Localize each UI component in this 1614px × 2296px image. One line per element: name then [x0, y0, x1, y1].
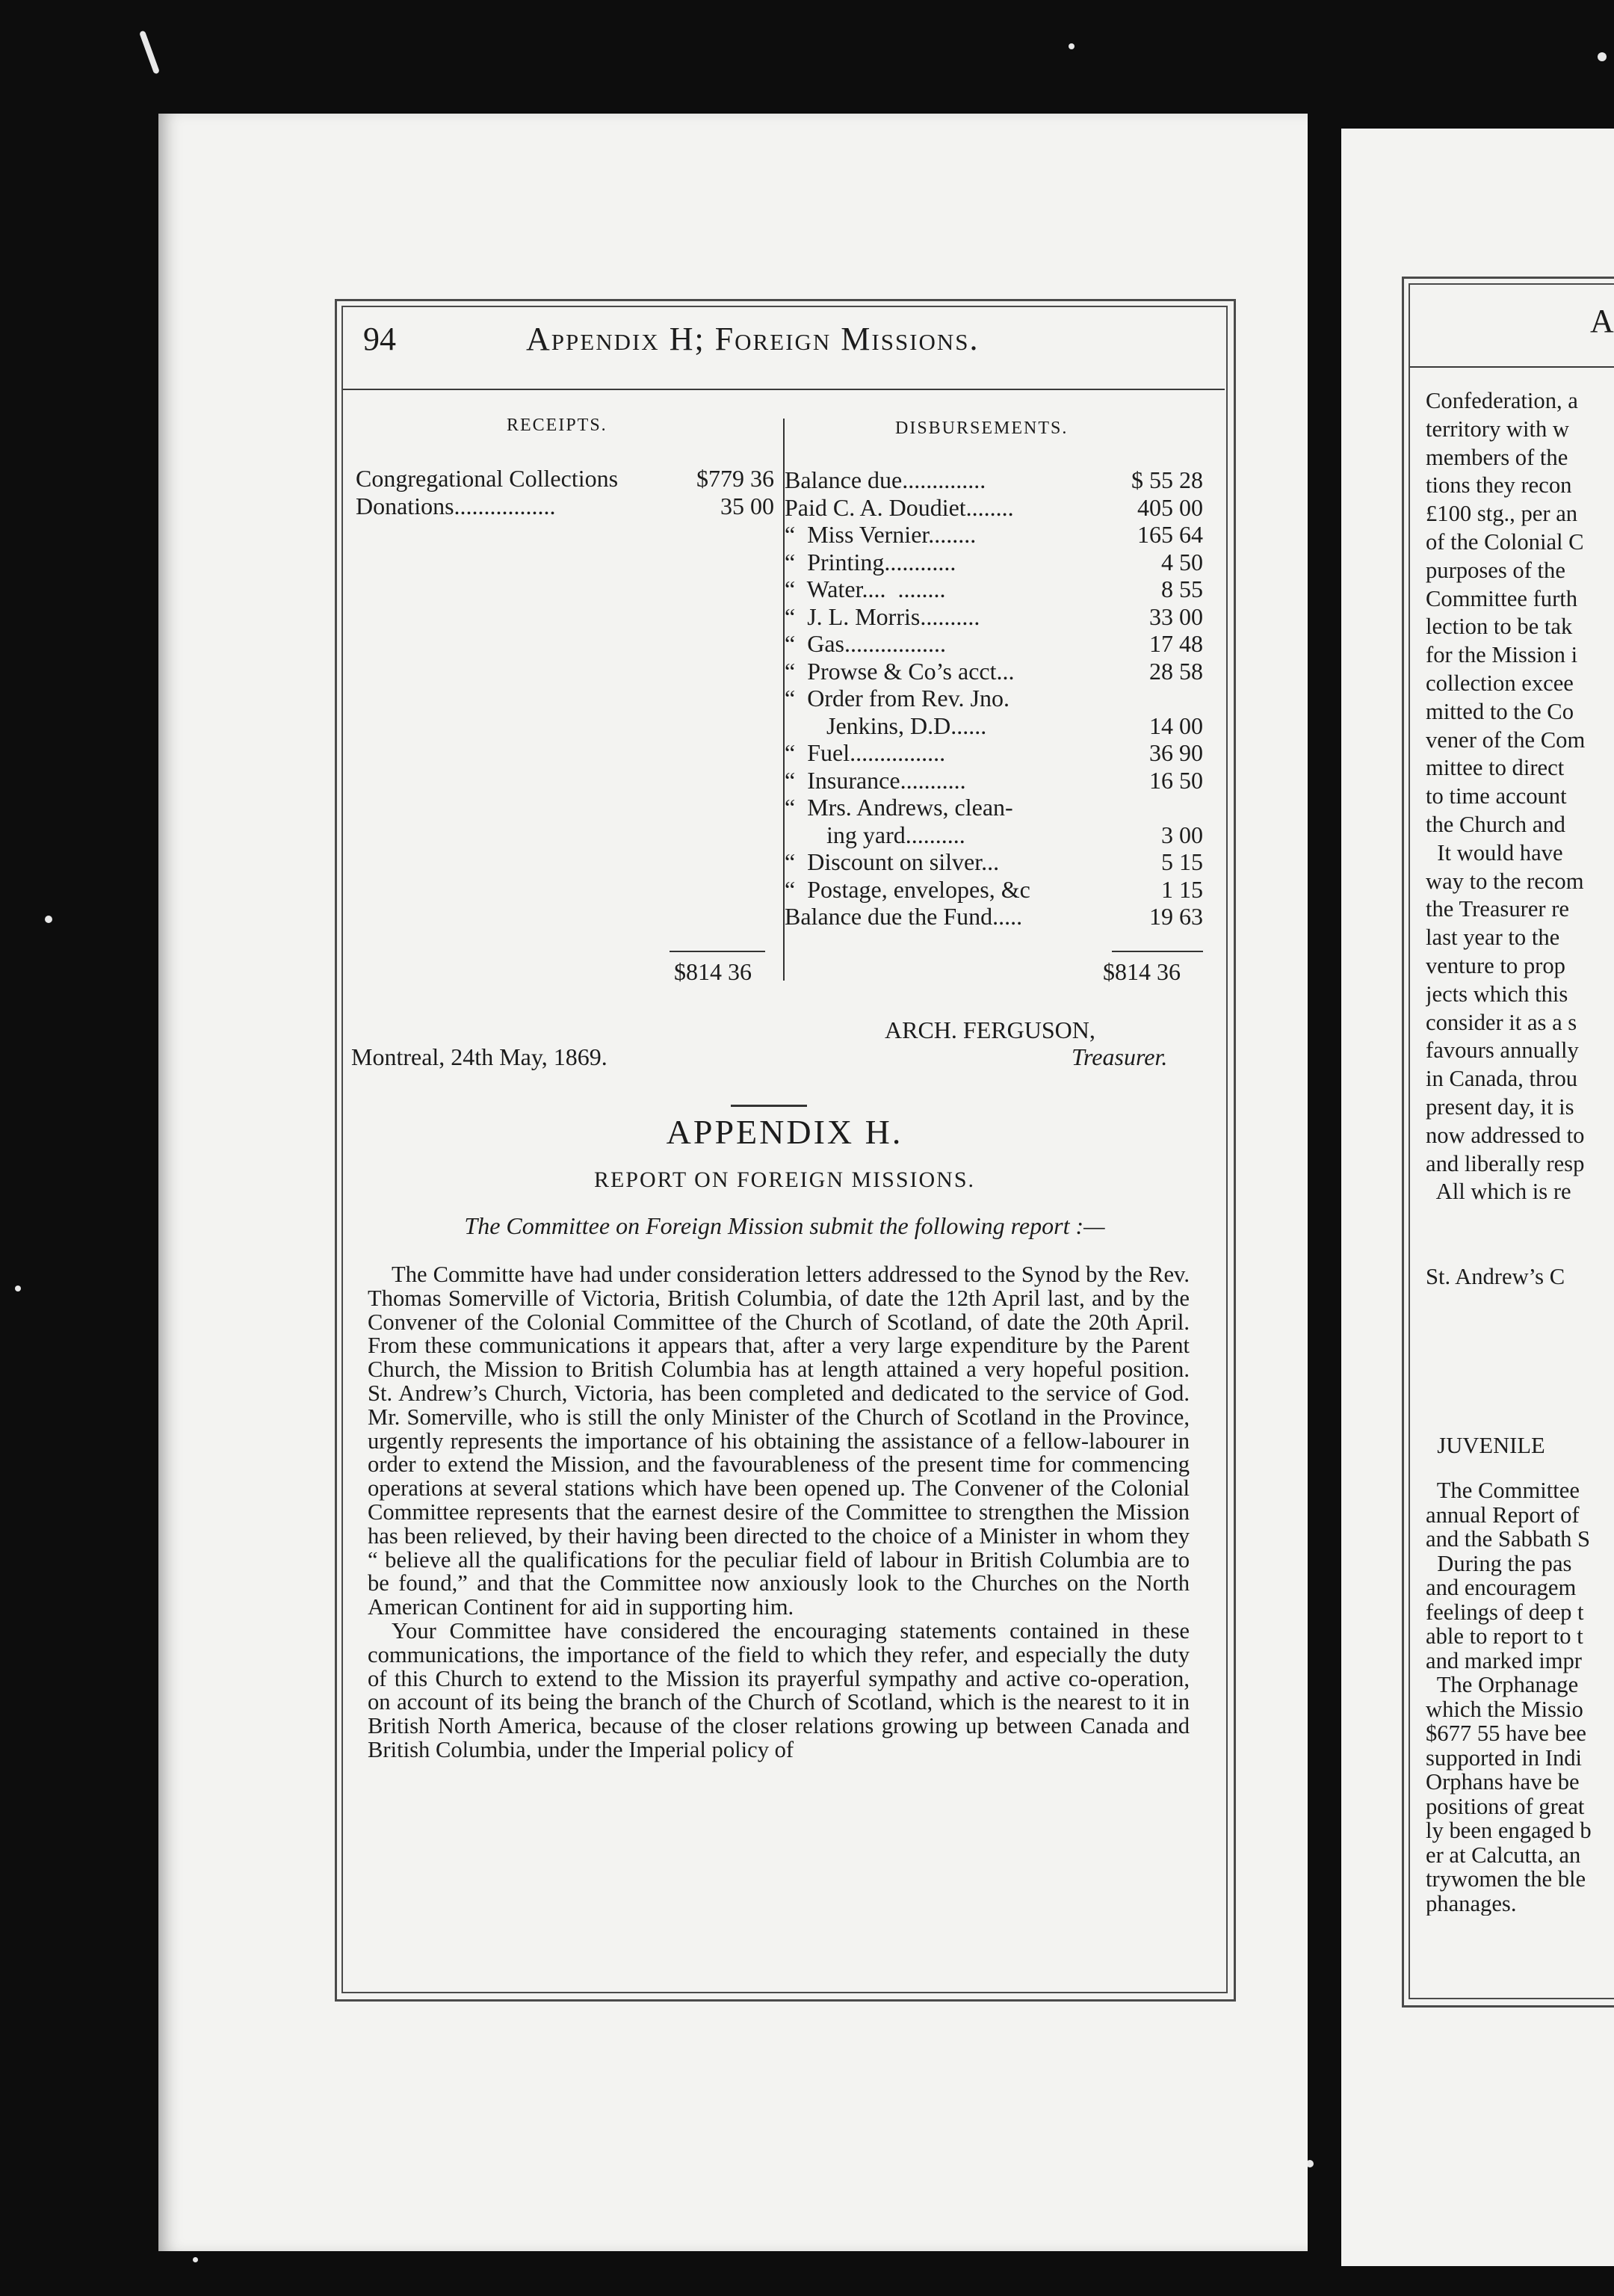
right-page-line: It would have: [1426, 839, 1563, 865]
disbursement-label: “ Mrs. Andrews, clean-: [785, 794, 1013, 821]
disbursement-amount: 165 64: [1137, 521, 1203, 548]
disbursement-amount: 1 15: [1161, 875, 1203, 903]
disbursement-label: “ Insurance...........: [785, 766, 966, 794]
disbursement-label: Paid C. A. Doudiet........: [785, 493, 1014, 521]
right-page-line: JUVENILE: [1426, 1433, 1545, 1459]
appendix-subtitle: REPORT ON FOREIGN MISSIONS.: [593, 1167, 976, 1192]
running-head-title: H; Foreign Missions.: [669, 321, 980, 357]
right-page-text-bottom: [1426, 1478, 1614, 1916]
right-page-line: [1426, 1348, 1614, 1376]
speck: [193, 2257, 198, 2262]
disbursement-amount: $ 55 28: [1131, 466, 1203, 493]
right-page-line: of the Colonial C: [1426, 528, 1584, 555]
disbursement-row: [785, 494, 1203, 522]
right-page-line: [1426, 1376, 1614, 1404]
report-paragraph: Your Committee have considered the encouraging statements contained in these communications, the importance of the field to which they refer, and especially the duty of this Church to extend to the Mission its prayerful sympathy and active co-operation, on account of its being the branch of the Church of Scotland, which is the nearest to it in British North America, because of the closer relations growing up between Canada and British Columbia, under the Imperial policy of: [368, 1617, 1190, 1762]
disbursement-row: [785, 903, 1203, 931]
right-page-line: and encouragem: [1426, 1575, 1577, 1600]
disbursement-row: [785, 549, 1203, 576]
right-page-line: venture to prop: [1426, 952, 1565, 978]
receipts-sum-rule: [670, 951, 765, 952]
disbursement-row: [785, 658, 1203, 685]
receipt-label: Donations.................: [356, 492, 556, 519]
disbursement-label: “ Discount on silver...: [785, 848, 1000, 875]
disbursement-row: [785, 630, 1203, 658]
place-date: Montreal, 24th May, 1869.: [351, 1043, 607, 1070]
speck: [1069, 43, 1075, 49]
disbursement-amount: 3 00: [1161, 821, 1203, 848]
disbursement-amount: 4 50: [1161, 548, 1203, 575]
right-page-line: which the Missio: [1426, 1696, 1583, 1722]
speck: [45, 916, 52, 923]
right-page-line: ly been engaged b: [1426, 1818, 1592, 1843]
page-number: 94: [363, 321, 396, 357]
right-page-line: purposes of the: [1426, 557, 1565, 583]
disbursement-amount: 5 15: [1161, 848, 1203, 875]
right-page-line: [1426, 1206, 1614, 1235]
right-page-line: jects which this: [1426, 981, 1568, 1007]
receipt-amount: $779 36: [696, 465, 774, 492]
right-page-line: present day, it is: [1426, 1093, 1574, 1120]
right-page-line: [1426, 1404, 1614, 1433]
disbursement-label: “ Postage, envelopes, &c: [785, 875, 1030, 903]
right-page-line: vener of the Com: [1426, 726, 1586, 753]
right-page-line: way to the recom: [1426, 868, 1584, 894]
disbursement-amount: 17 48: [1149, 630, 1203, 657]
disbursement-label: Jenkins, D.D......: [785, 712, 987, 739]
right-page-line: £100 stg., per an: [1426, 501, 1578, 527]
receipts-heading: RECEIPTS.: [507, 416, 607, 435]
right-header-rule: [1410, 366, 1614, 368]
disbursement-amount: 28 58: [1149, 657, 1203, 685]
appendix-intro: The Committee on Foreign Mission submit the following report :—: [464, 1212, 1105, 1239]
disbursement-label: ing yard..........: [785, 821, 965, 848]
right-page-line: favours annually: [1426, 1037, 1579, 1064]
speck: [139, 30, 160, 74]
right-page-line: and marked impr: [1426, 1647, 1582, 1673]
right-page-line: phanages.: [1426, 1890, 1517, 1916]
right-page-clip: [1341, 0, 1614, 2296]
right-page-line: last year to the: [1426, 925, 1560, 951]
right-page-line: supported in Indi: [1426, 1744, 1583, 1771]
disbursement-label: “ Printing............: [785, 548, 956, 575]
treasurer-role: Treasurer.: [1072, 1043, 1168, 1070]
running-head-appendix: Appendix: [526, 321, 660, 357]
disbursements-heading: DISBURSEMENTS.: [895, 419, 1069, 438]
receipt-label: Congregational Collections: [356, 465, 619, 492]
right-page-line: Committee furth: [1426, 585, 1578, 611]
disbursement-row: [785, 876, 1203, 904]
disbursement-label: Balance due the Fund.....: [785, 903, 1023, 930]
disbursement-row: [785, 821, 1203, 849]
right-page-line: All which is re: [1426, 1179, 1571, 1205]
running-head: [526, 320, 980, 358]
right-page-line: [1426, 1292, 1614, 1320]
disbursements-sum-rule: [1112, 951, 1203, 952]
disbursement-label: “ Gas.................: [785, 630, 946, 657]
receipt-row: [356, 465, 774, 493]
right-running-head: A: [1590, 303, 1614, 339]
disbursement-label: “ Water.... ........: [785, 575, 946, 602]
disbursement-row: [785, 603, 1203, 631]
right-page-line: [1426, 1235, 1614, 1263]
disbursement-row: [785, 794, 1203, 821]
right-page-line: feelings of deep t: [1426, 1599, 1584, 1625]
disbursement-row: [785, 575, 1203, 603]
disbursement-row: [785, 712, 1203, 740]
disbursement-amount: 16 50: [1149, 766, 1203, 794]
right-page-line: and liberally resp: [1426, 1150, 1585, 1176]
disbursement-label: “ Prowse & Co’s acct...: [785, 657, 1015, 685]
disbursement-label: “ J. L. Morris..........: [785, 602, 980, 630]
right-page-line: er at Calcutta, an: [1426, 1842, 1581, 1868]
right-page-line: tions they recon: [1426, 472, 1572, 499]
disbursement-row: [785, 685, 1203, 712]
disbursements-list: [785, 466, 1203, 931]
right-page-text-top: [1426, 387, 1614, 1460]
right-page-line: consider it as a s: [1426, 1009, 1577, 1035]
report-body: [368, 1263, 1190, 1762]
right-page-line: [1426, 1319, 1614, 1348]
right-page-line: St. Andrew’s C: [1426, 1263, 1565, 1289]
right-page-line: mitted to the Co: [1426, 698, 1574, 724]
disbursement-row: [785, 767, 1203, 794]
right-page-line: territory with w: [1426, 416, 1570, 442]
right-page-line: The Orphanage: [1426, 1672, 1579, 1697]
receipt-amount: 35 00: [720, 492, 774, 519]
treasurer-name: ARCH. FERGUSON,: [885, 1016, 1095, 1043]
right-page-line: collection excee: [1426, 670, 1574, 696]
right-page-line: annual Report of: [1426, 1502, 1580, 1528]
section-rule: [731, 1105, 807, 1107]
right-page-line: trywomen the ble: [1426, 1866, 1586, 1892]
disbursement-amount: 36 90: [1149, 739, 1203, 766]
disbursement-label: “ Miss Vernier........: [785, 521, 977, 548]
disbursement-row: [785, 739, 1203, 767]
right-page-line: positions of great: [1426, 1793, 1585, 1819]
right-page-line: the Treasurer re: [1426, 896, 1570, 922]
disbursement-amount: 405 00: [1137, 493, 1203, 521]
right-page-line: and the Sabbath S: [1426, 1526, 1591, 1552]
disbursement-amount: 14 00: [1149, 712, 1203, 739]
receipt-row: [356, 493, 774, 520]
right-page-line: lection to be tak: [1426, 614, 1573, 640]
disbursement-label: “ Fuel................: [785, 739, 946, 766]
disbursement-row: [785, 521, 1203, 549]
disbursements-total: $814 36: [1103, 958, 1181, 985]
right-page-line: The Committee: [1426, 1478, 1580, 1503]
receipts-list: [356, 465, 774, 519]
disbursement-row: [785, 466, 1203, 494]
right-page-line: to time account: [1426, 783, 1567, 809]
right-page-line: now addressed to: [1426, 1122, 1585, 1148]
speck: [15, 1286, 21, 1292]
right-page-line: mittee to direct: [1426, 755, 1565, 781]
disbursement-amount: 33 00: [1149, 602, 1203, 630]
appendix-title: APPENDIX H.: [666, 1113, 903, 1151]
header-rule: [343, 389, 1225, 390]
right-page-line: in Canada, throu: [1426, 1066, 1578, 1092]
right-page-line: Orphans have be: [1426, 1769, 1580, 1794]
disbursement-row: [785, 848, 1203, 876]
receipts-total: $814 36: [674, 958, 752, 985]
disbursement-label: “ Order from Rev. Jno.: [785, 685, 1009, 712]
right-page-line: $677 55 have bee: [1426, 1721, 1586, 1746]
right-page-line: members of the: [1426, 444, 1568, 470]
disbursement-label: Balance due..............: [785, 466, 986, 493]
right-page-line: the Church and: [1426, 811, 1565, 837]
right-page-line: Confederation, a: [1426, 388, 1578, 413]
right-page-line: able to report to t: [1426, 1623, 1583, 1649]
right-page-line: for the Mission i: [1426, 642, 1578, 668]
right-page-line: During the pas: [1426, 1550, 1572, 1576]
disbursement-amount: 8 55: [1161, 575, 1203, 602]
disbursement-amount: 19 63: [1149, 903, 1203, 930]
report-paragraph: The Committe have had under consideration letters addressed to the Synod by the Rev. Thomas Somerville of Victoria, British Columbia, of date the 12th April last, and by the Convener of the Colonial Committee of the Church of Scotland, of date the 20th April. From these communications it appears that, after a very large expenditure by the Parent Church, the Mission to British Columbia has at length attained a very hopeful position. St. Andrew’s Church, Victoria, has been completed and dedicated to the service of God. Mr. Somerville, who is still the only Minister of the Church of Scotland in the Province, urgently represents the importance of his obtaining the assistance of a fellow-labourer in order to extend the Mission, and the favourableness of the present time for commencing operations at several stations which have been opened up. The Convener of the Colonial Committee represents that the earnest desire of the Committee to strengthen the Mission has been relieved, by their having been directed to the choice of a Minister in whom they “ believe all the qualifications for the peculiar field of labour in British Columbia are to be found,” and that the Committee now anxiously look to the Churches on the North American Continent for aid in supporting him.: [368, 1262, 1190, 1620]
